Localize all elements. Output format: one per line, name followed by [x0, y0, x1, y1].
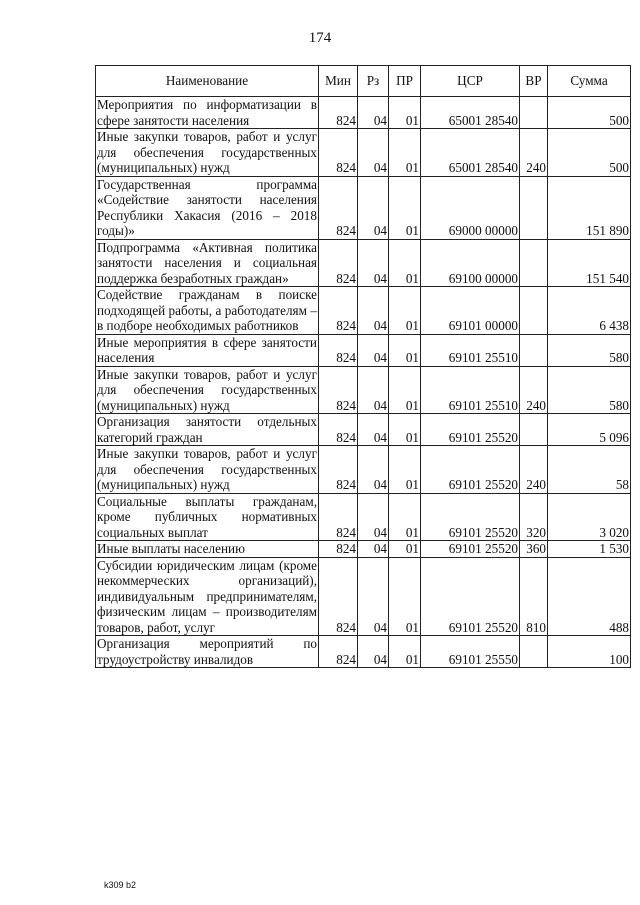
cell-rz: 04	[358, 557, 389, 636]
cell-pr: 01	[389, 129, 421, 177]
cell-pr: 01	[389, 334, 421, 366]
cell-pr: 01	[389, 97, 421, 129]
table-row	[96, 176, 631, 239]
cell-pr: 01	[389, 239, 421, 287]
cell-min: 824	[319, 493, 358, 541]
cell-name: Субсидии юридическим лицам (кроме некоммерческих организаций), индивидуальным предпринимателям, физическим лицам – производителям товаров, работ, услуг	[97, 557, 317, 635]
cell-sum: 151 890	[548, 176, 631, 239]
cell-csr: 65001 28540	[421, 129, 520, 177]
cell-min: 824	[319, 541, 358, 558]
table-row	[96, 129, 631, 177]
cell-name: Подпрограмма «Активная политика занятости населения и социальная поддержка безработных граждан»	[97, 239, 317, 286]
column-header-csr: ЦСР	[421, 66, 520, 97]
cell-rz: 04	[358, 446, 389, 494]
cell-min: 824	[319, 287, 358, 335]
table-row	[96, 446, 631, 494]
cell-rz: 04	[358, 176, 389, 239]
cell-sum: 151 540	[548, 239, 631, 287]
cell-rz: 04	[358, 493, 389, 541]
table-row	[96, 414, 631, 446]
table-header-row	[96, 66, 631, 97]
cell-min: 824	[319, 239, 358, 287]
cell-rz: 04	[358, 239, 389, 287]
cell-sum: 58	[548, 446, 631, 494]
table-row	[96, 97, 631, 129]
cell-pr: 01	[389, 366, 421, 414]
table-row	[96, 557, 631, 636]
column-header-rz: Рз	[358, 66, 389, 97]
cell-csr: 69101 25510	[421, 334, 520, 366]
cell-pr: 01	[389, 414, 421, 446]
cell-csr: 69101 25510	[421, 366, 520, 414]
cell-vr: 360	[520, 541, 548, 558]
cell-csr: 69101 25550	[421, 636, 520, 668]
cell-rz: 04	[358, 97, 389, 129]
cell-min: 824	[319, 334, 358, 366]
budget-table	[95, 65, 631, 668]
table-row	[96, 239, 631, 287]
page-number: 174	[308, 30, 332, 46]
cell-sum: 488	[548, 557, 631, 636]
cell-sum: 500	[548, 129, 631, 177]
cell-rz: 04	[358, 366, 389, 414]
table-body	[96, 97, 631, 668]
cell-rz: 04	[358, 334, 389, 366]
cell-vr	[520, 287, 548, 335]
cell-csr: 69101 25520	[421, 493, 520, 541]
cell-vr: 810	[520, 557, 548, 636]
cell-csr: 69101 25520	[421, 446, 520, 494]
cell-name: Иные закупки товаров, работ и услуг для обеспечения государственных (муниципальных) нужд	[97, 446, 317, 492]
cell-sum: 500	[548, 97, 631, 129]
cell-vr	[520, 176, 548, 239]
cell-pr: 01	[389, 176, 421, 239]
cell-pr: 01	[389, 636, 421, 668]
cell-vr: 240	[520, 366, 548, 414]
cell-name: Государственная программа «Содействие занятости населения Республики Хакасия (2016 – 2018 годы)»	[97, 176, 317, 238]
cell-pr: 01	[389, 541, 421, 558]
cell-rz: 04	[358, 287, 389, 335]
cell-vr: 240	[520, 129, 548, 177]
cell-min: 824	[319, 97, 358, 129]
cell-min: 824	[319, 636, 358, 668]
cell-rz: 04	[358, 636, 389, 668]
table-row	[96, 287, 631, 335]
cell-vr	[520, 334, 548, 366]
cell-pr: 01	[389, 287, 421, 335]
cell-name: Иные закупки товаров, работ и услуг для обеспечения государственных (муниципальных) нужд	[97, 366, 317, 413]
cell-min: 824	[319, 446, 358, 494]
cell-pr: 01	[389, 557, 421, 636]
cell-min: 824	[319, 176, 358, 239]
cell-vr	[520, 414, 548, 446]
cell-vr	[520, 97, 548, 129]
cell-min: 824	[319, 557, 358, 636]
cell-name: Иные выплаты населению	[96, 541, 319, 558]
table-row	[96, 366, 631, 414]
cell-rz: 04	[358, 129, 389, 177]
cell-vr	[520, 636, 548, 668]
cell-name: Иные закупки товаров, работ и услуг для обеспечения государственных (муниципальных) нужд	[97, 129, 317, 175]
cell-vr: 320	[520, 493, 548, 541]
cell-sum: 1 530	[548, 541, 631, 558]
column-header-sum: Сумма	[548, 66, 631, 97]
cell-min: 824	[319, 129, 358, 177]
cell-csr: 69101 25520	[421, 541, 520, 558]
column-header-name: Наименование	[96, 66, 319, 97]
cell-min: 824	[319, 366, 358, 414]
column-header-pr: ПР	[389, 66, 421, 97]
cell-csr: 65001 28540	[421, 97, 520, 129]
table-row	[96, 334, 631, 366]
column-header-min: Мин	[319, 66, 358, 97]
cell-name: Содействие гражданам в поиске подходящей работы, а работодателям – в подборе необходимых работников	[97, 287, 317, 333]
cell-sum: 6 438	[548, 287, 631, 335]
cell-rz: 04	[358, 414, 389, 446]
table-row	[96, 636, 631, 668]
table-row	[96, 541, 631, 558]
cell-sum: 100	[548, 636, 631, 668]
cell-vr: 240	[520, 446, 548, 494]
cell-sum: 3 020	[548, 493, 631, 541]
cell-name: Организация мероприятий по трудоустройству инвалидов	[97, 636, 317, 667]
cell-pr: 01	[389, 493, 421, 541]
cell-csr: 69101 25520	[421, 414, 520, 446]
cell-name: Иные мероприятия в сфере занятости населения	[97, 334, 317, 365]
cell-min: 824	[319, 414, 358, 446]
cell-name: Социальные выплаты гражданам, кроме публичных нормативных социальных выплат	[97, 493, 317, 540]
cell-csr: 69101 00000	[421, 287, 520, 335]
cell-csr: 69100 00000	[421, 239, 520, 287]
cell-csr: 69000 00000	[421, 176, 520, 239]
cell-sum: 580	[548, 334, 631, 366]
cell-sum: 580	[548, 366, 631, 414]
cell-name: Организация занятости отдельных категорий граждан	[97, 414, 317, 445]
cell-sum: 5 096	[548, 414, 631, 446]
column-header-vr: ВР	[520, 66, 548, 97]
table-row	[96, 493, 631, 541]
cell-name: Мероприятия по информатизации в сфере занятости населения	[97, 97, 317, 128]
cell-pr: 01	[389, 446, 421, 494]
cell-rz: 04	[358, 541, 389, 558]
cell-csr: 69101 25520	[421, 557, 520, 636]
cell-vr	[520, 239, 548, 287]
footer-code: k309 b2	[104, 880, 137, 890]
